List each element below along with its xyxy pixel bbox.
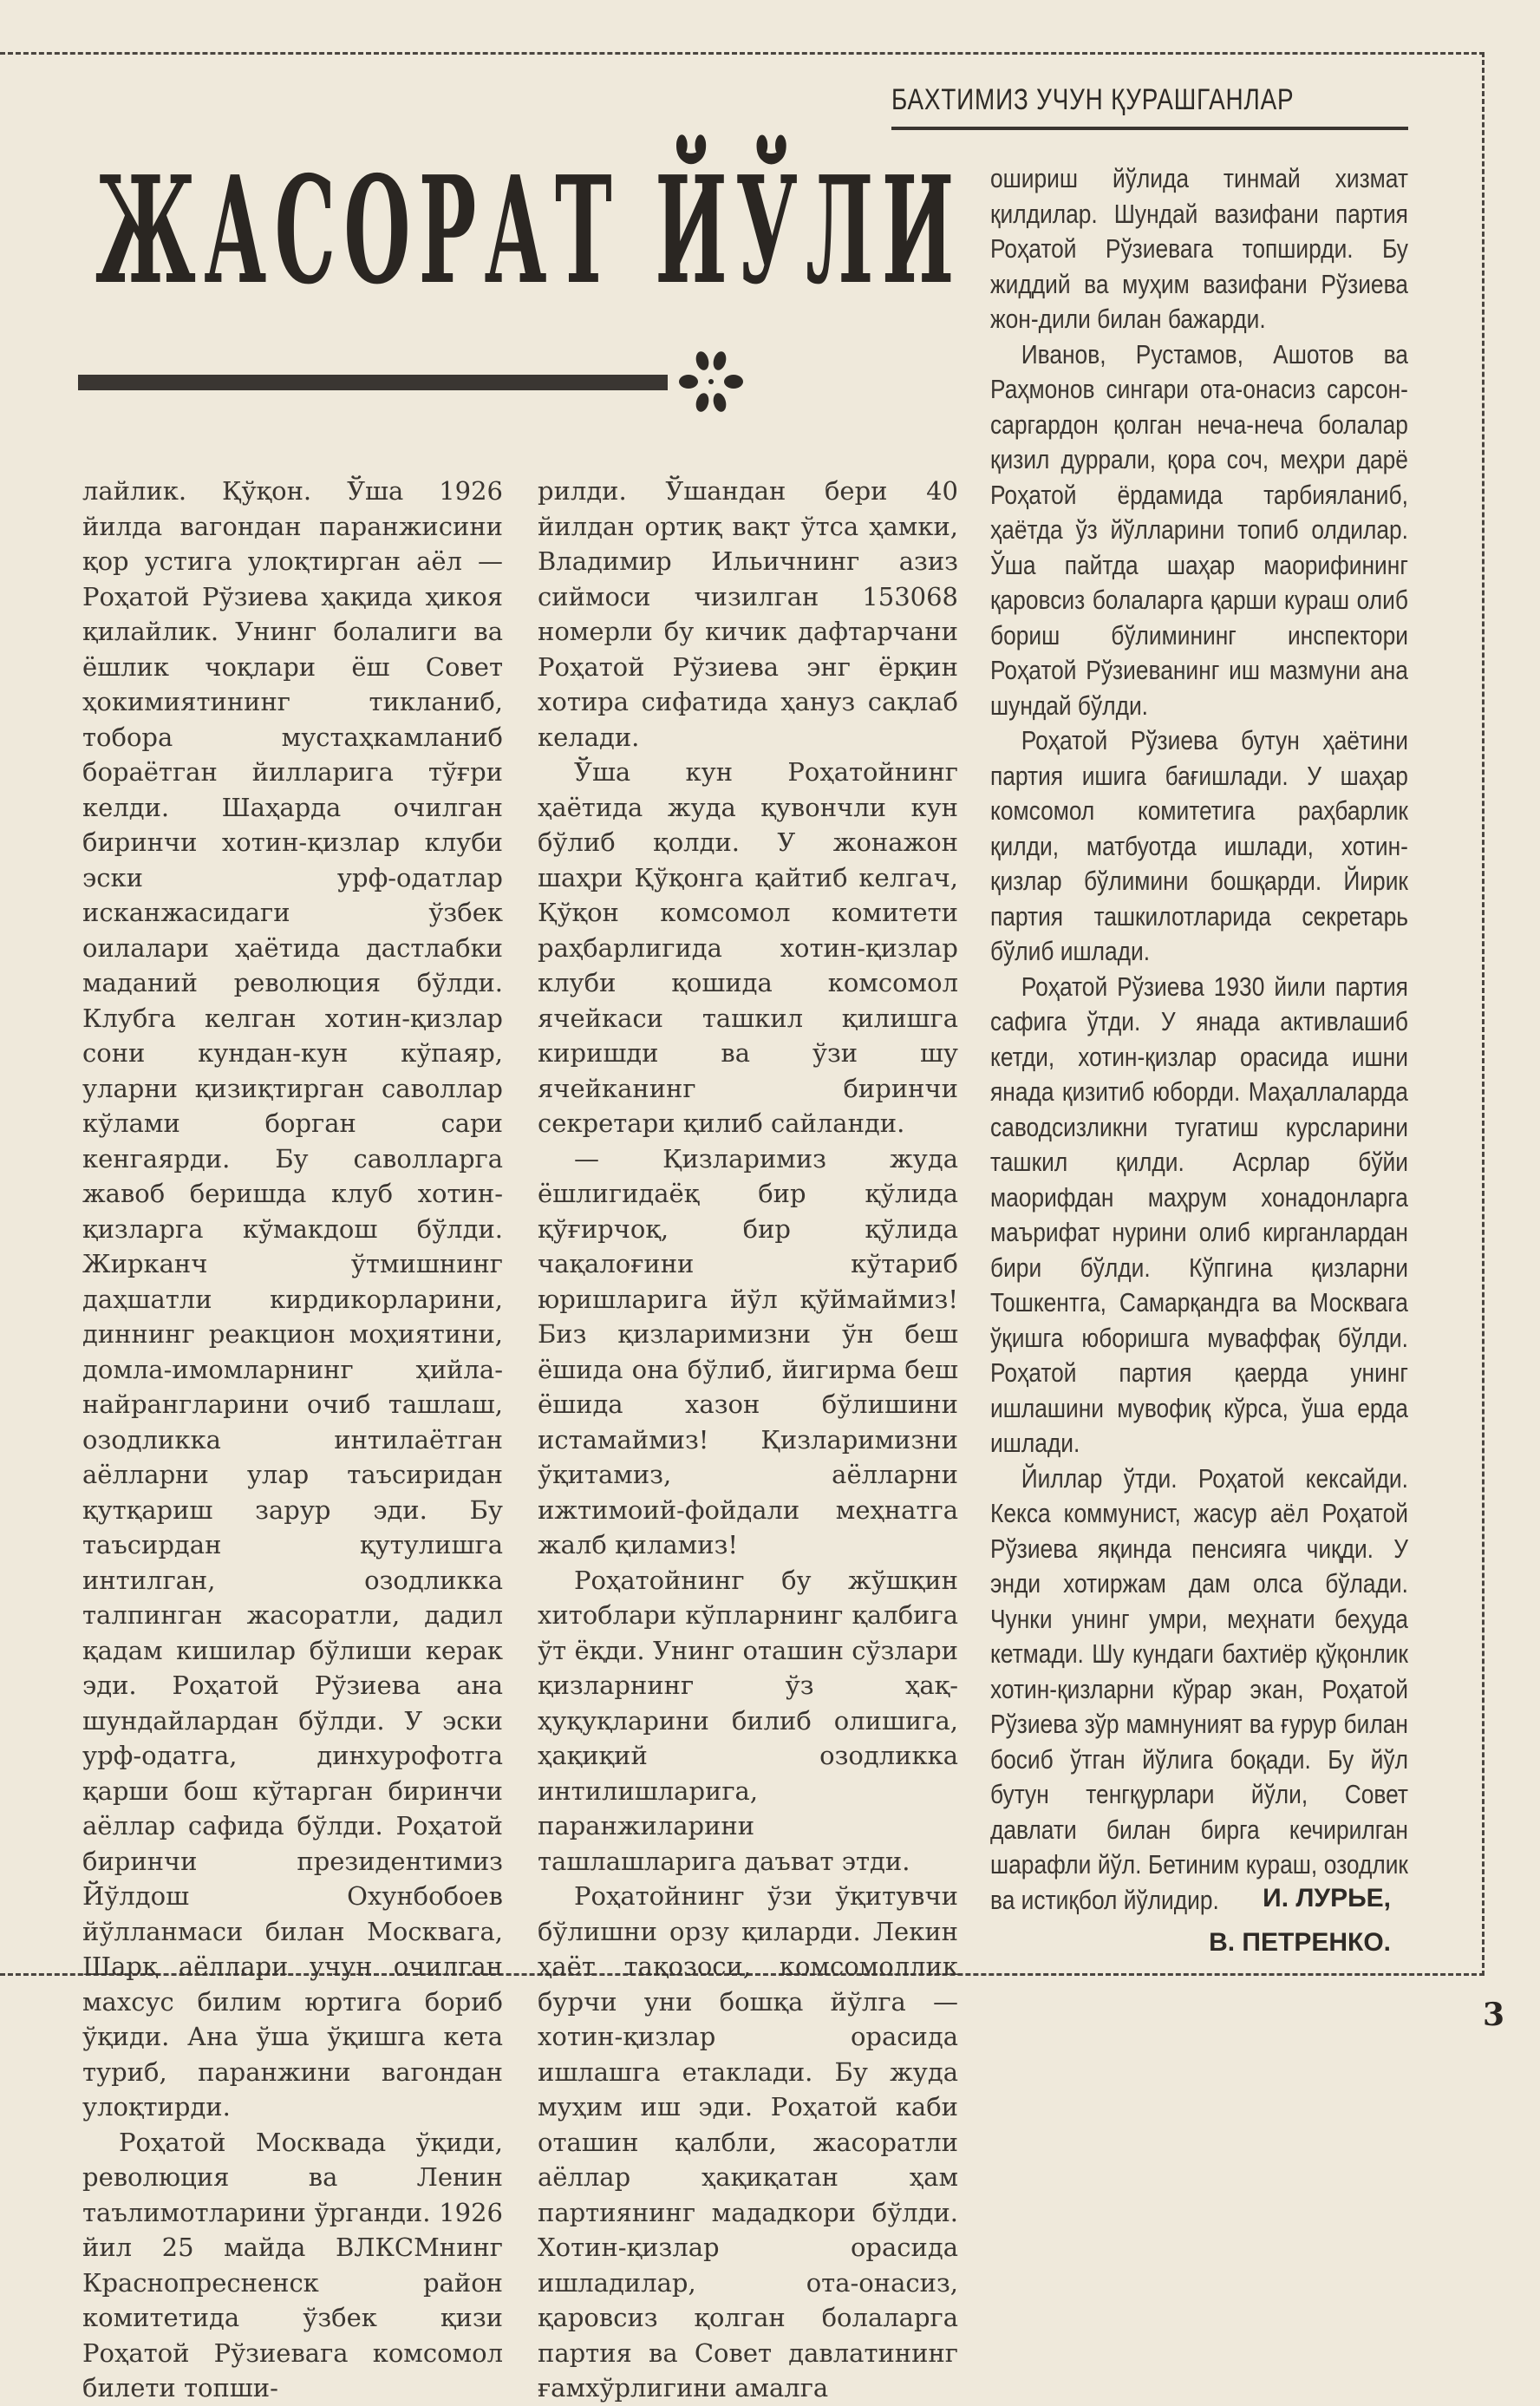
paragraph: Роҳатой Рўзиева 1930 йили партия сафига ўтди. У янада активлашиб кетди, хотин-қизлар орасида ишни янада қизитиб юборди. Маҳаллаларда саводсизликни тугатиш курсларини ташкил қилди. Асрлар бўйи маорифдан маҳрум хонадонларга маърифат нурини олиб кирганлардан бири бўлди. Кўпгина қизларни Тошкентга, Самарқандга ва Москвага ўқишга юборишга муваффақ бўлди. Роҳатой партия қаерда унинг ишлашини мувофиқ кўрса, ўша ерда ишлади. xyxy=(990,971,1408,1458)
paragraph: — Қизларимиз жуда ёшлигидаёқ бир қўлида қўғирчоқ, бир қўлида чақалоғини кўтариб юришларига йўл қўймаймиз! Биз қизларимизни ўн беш ёшида она бўлиб, йигирма беш ёшида хазон бўлишини истамаймиз! Қизларимизни ўқитамиз, аёлларни ижтимоий-фойдали меҳнатга жалб қиламиз! xyxy=(538,1143,958,1559)
paragraph: рилди. Ўшандан бери 40 йилдан ортиқ вақт ўтса ҳамки, Владимир Ильичнинг азиз сиймоси чизилган 153068 номерли бу кичик дафтарчани Роҳатой Рўзиева энг ёрқин хотира сифатида ҳануз сақлаб келади. xyxy=(538,476,958,752)
page-number: 3 xyxy=(1483,1997,1505,2033)
paragraph: лайлик. Қўқон. Ўша 1926 йилда вагондан паранжисини қор устига улоқтирган аёл — Роҳатой Рўзиева ҳақида ҳикоя қилайлик. Унинг болалиги ва ёшлик чоқлари ёш Совет ҳокимиятининг тикланиб, тобора мустаҳкамланиб бораётган йилларига тўғри келди. Шаҳарда очилган биринчи хотин-қизлар клуби эски урф-одатлар исканжасидаги ўзбек оилалари ҳаётида дастлабки маданий революция бўлди. Клубга келган хотин-қизлар сони кундан-кун кўпаяр, уларни қизиқтирган саволлар кўлами борган сари кенгаярди. Бу саволларга жавоб беришда клуб хотин-қизларга кўмакдош бўлди. Жирканч ўтмишнинг даҳшатли кирдикорларини, диннинг реакцион моҳиятини, домла-имомларнинг ҳийла-найрангларини очиб ташлаш, озодликка интилаётган аёлларни улар таъсиридан қутқариш зарур эди. Бу таъсирдан қутулишга интилган, озодликка талпинган жасоратли, дадил қадам кишилар бўлиши керак эди. Роҳатой Рўзиева ана шундайлардан бўлди. У эски урф-одатга, динхурофотга қарши бош кўтарган биринчи аёллар сафида бўлди. Роҳатой биринчи президентимиз Йўлдош Охунбобоев йўлланмаси билан Москвага, Шарқ аёллари учун очилган махсус билим юртига бориб ўқиди. Ана ўша ўқишга кета туриб, паранжини вагондан улоқтирди. xyxy=(82,476,503,2122)
paragraph: ошириш йўлида тинмай хизмат қилдилар. Шундай вазифани партия Роҳатой Рўзиевага топширди. Бу жиддий ва муҳим вазифани Рўзиева жон-дили билан бажарди. xyxy=(990,163,1408,334)
article-column-1 xyxy=(82,474,503,2406)
paragraph: Роҳатой Москвада ўқиди, революция ва Ленин таълимотларини ўрганди. 1926 йил 25 майда ВЛКСМнинг Краснопресненск район комитетида ўзбек қизи Роҳатой Рўзиевага комсомол билети топши- xyxy=(82,2127,503,2403)
flower-ornament-icon xyxy=(676,347,746,416)
paragraph: Йиллар ўтди. Роҳатой кексайди. Кекса коммунист, жасур аёл Роҳатой Рўзиева яқинда пенсияга чиқди. У энди хотиржам дам олса бўлади. Чунки унинг умри, меҳнати беҳуда кетмади. Шу кундаги бахтиёр қўқонлик хотин-қизларни кўрар экан, Роҳатой Рўзиева зўр мамнуният ва ғурур билан босиб ўтган йўлига боқади. Бу йўл бутун тенгқурлари йўли, Совет давлати билан бирга кечирилган шарафли йўл. Бетиним кураш, озодлик ва истиқбол йўлидир. xyxy=(990,1462,1408,1915)
rubric-underline xyxy=(891,127,1408,130)
paragraph: Роҳатой Рўзиева бутун ҳаётини партия ишига бағишлади. У шаҳар комсомол комитетига раҳбарлик қилди, матбуотда ишлади, хотин-қизлар бўлимини бошқарди. Йирик партия ташкилотларида секретарь бўлиб ишлади. xyxy=(990,725,1408,966)
paragraph: Роҳатойнинг бу жўшқин хитоблари кўпларнинг қалбига ўт ёқди. Унинг оташин сўзлари қизларнинг ўз ҳақ-ҳуқуқларини билиб олишига, ҳақиқий озодликка интилишларига, паранжиларини ташлашларига даъват этди. xyxy=(538,1565,958,1876)
article-column-2 xyxy=(538,474,958,2406)
author-2: В. ПЕТРЕНКО. xyxy=(1209,1928,1391,1957)
paragraph: Роҳатойнинг ўзи ўқитувчи бўлишни орзу қиларди. Лекин ҳаёт тақозоси, комсомоллик бурчи уни бошқа йўлга — хотин-қизлар орасида ишлашга етаклади. Бу жуда муҳим иш эди. Роҳатой каби оташин қалбли, жасоратли аёллар ҳақиқатан ҳам партиянинг мададкори бўлди. Хотин-қизлар орасида ишладилар, ота-онасиз, қаровсиз қолган болаларга партия ва Совет давлатининг ғамхўрлигини амалга xyxy=(538,1881,958,2403)
article-column-3 xyxy=(990,161,1408,1918)
decorative-rule xyxy=(78,375,668,390)
article-headline: ЖАСОРАТ ЙЎЛИ xyxy=(95,144,962,317)
paragraph: Иванов, Рустамов, Ашотов ва Раҳмонов сингари ота-онасиз сарсон-саргардон қолган неча-неча болалар қизил дуррали, қора соч, меҳри дарё Роҳатой ёрдамида тарбияланиб, ҳаётда ўз йўлларини топиб олдилар. Ўша пайтда шаҳар маорифининг қаровсиз болаларга қарши кураш олиб бориш бўлимининг инспектори Роҳатой Рўзиеванинг иш мазмуни ана шундай бўлди. xyxy=(990,338,1408,721)
paragraph: Ўша кун Роҳатойнинг ҳаётида жуда қувончли кун бўлиб қолди. У жонажон шаҳри Қўқонга қайтиб келгач, Қўқон комсомол комитети раҳбарлигида хотин-қизлар клуби қошида комсомол ячейкаси ташкил қилишга киришди ва ўзи шу ячейканинг биринчи секретари қилиб сайланди. xyxy=(538,757,958,1138)
section-rubric: БАХТИМИЗ УЧУН ҚУРАШГАНЛАР xyxy=(891,83,1295,116)
author-1: И. ЛУРЬЕ, xyxy=(1263,1884,1391,1912)
